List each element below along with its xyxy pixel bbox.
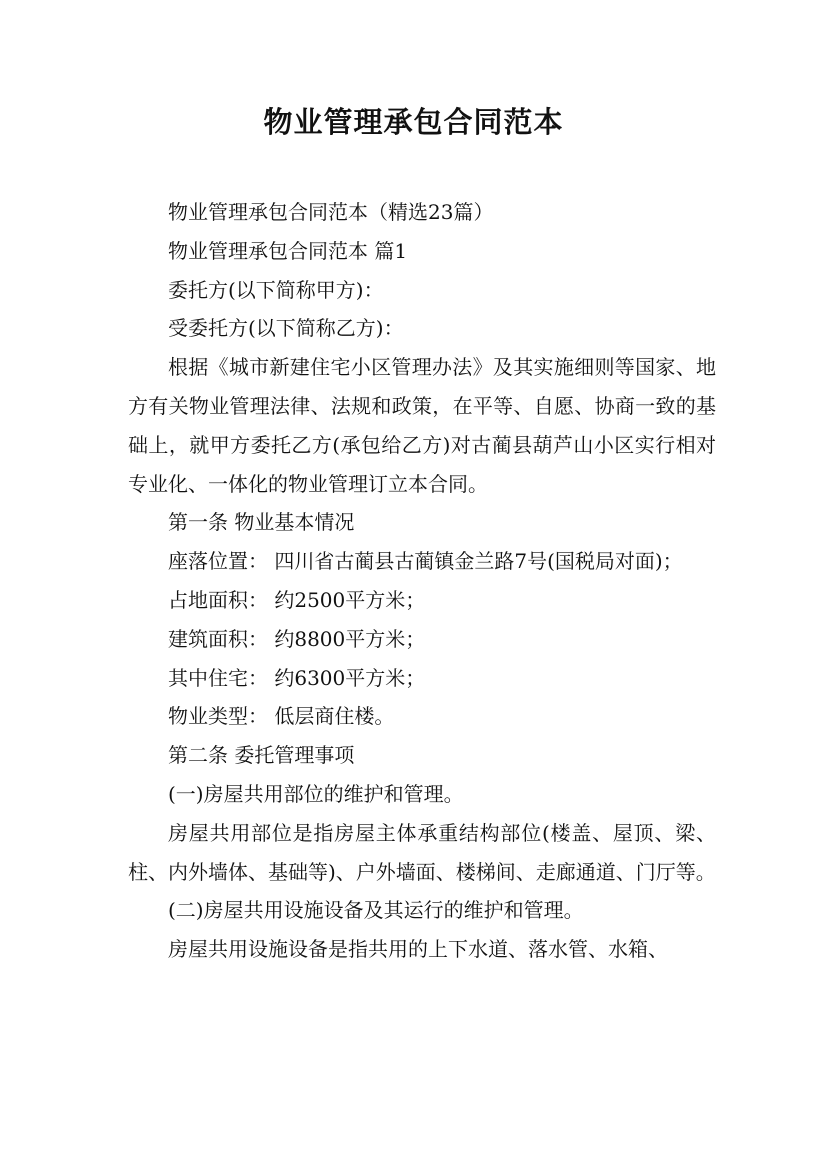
document-body <box>128 193 716 969</box>
paragraph-collection-heading: 物业管理承包合同范本（精选23篇） <box>168 200 494 224</box>
paragraph-location: 座落位置： 四川省古蔺县古蔺镇金兰路7号(国税局对面)； <box>168 549 683 574</box>
paragraph-item-one: (一)房屋共用部位的维护和管理。 <box>168 781 464 806</box>
document-title: 物业管理承包合同范本 <box>263 105 564 139</box>
paragraph-residential-area: 其中住宅： 约6300平方米； <box>168 665 426 690</box>
paragraph-article-heading: 物业管理承包合同范本 篇1 <box>168 238 408 263</box>
paragraph-land-area: 占地面积： 约2500平方米； <box>168 587 426 612</box>
paragraph-item-two: (二)房屋共用设施设备及其运行的维护和管理。 <box>168 898 584 923</box>
paragraph-preamble: 根据《城市新建住宅小区管理办法》及其实施细则等国家、地方有关物业管理法律、法规和政策，在平等、自愿、协商一致的基础上，就甲方委托乙方(承包给乙方)对古蔺县葫芦山小区实行相对专业化、一体化的物业管理订立本合同。 <box>128 355 716 496</box>
paragraph-section-two-heading: 第二条 委托管理事项 <box>168 743 355 768</box>
paragraph-common-facilities-definition: 房屋共用设施设备是指共用的上下水道、落水管、水箱、 <box>168 937 668 962</box>
paragraph-party-a: 委托方(以下简称甲方)： <box>168 277 384 302</box>
paragraph-property-type: 物业类型： 低层商住楼。 <box>168 704 395 729</box>
paragraph-building-area: 建筑面积： 约8800平方米； <box>168 626 426 651</box>
paragraph-party-b: 受委托方(以下简称乙方)： <box>168 316 404 341</box>
paragraph-common-parts-definition: 房屋共用部位是指房屋主体承重结构部位(楼盖、屋顶、梁、柱、内外墙体、基础等)、户外墙面、楼梯间、走廊通道、门厅等。 <box>128 820 716 884</box>
paragraph-section-one-heading: 第一条 物业基本情况 <box>168 510 355 535</box>
